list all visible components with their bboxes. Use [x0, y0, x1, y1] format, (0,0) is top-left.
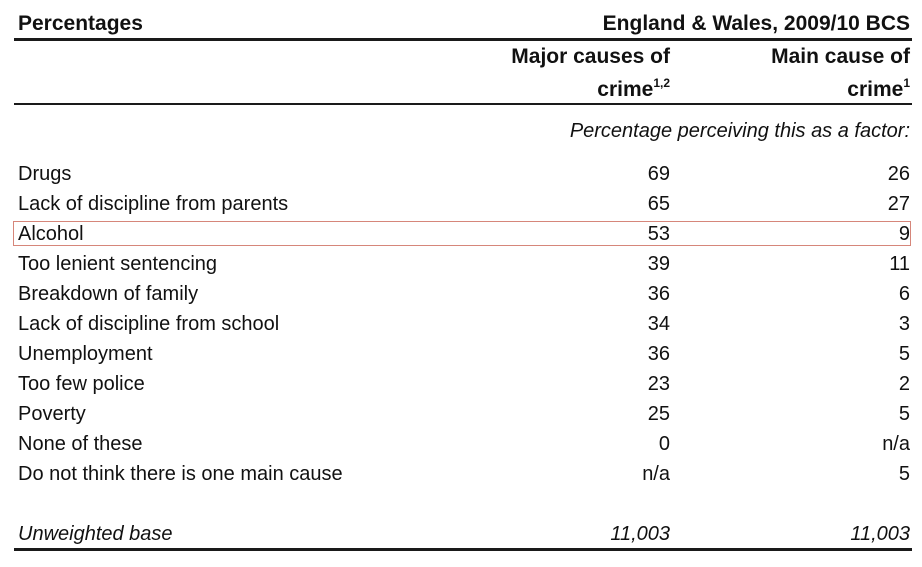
row-major-value: 23 — [647, 373, 670, 395]
row-major-value: n/a — [642, 463, 670, 485]
row-label: Do not think there is one main cause — [18, 463, 343, 485]
column-header-main-line1: Main cause of — [771, 45, 910, 68]
row-major-value: 39 — [647, 253, 670, 275]
bottom-rule — [14, 548, 912, 551]
row-label: Breakdown of family — [18, 283, 199, 305]
row-major-value: 69 — [647, 163, 670, 185]
column-header-major-line1: Major causes of — [511, 45, 670, 68]
row-major-value: 34 — [647, 313, 670, 335]
row-main-value: 27 — [887, 193, 910, 215]
highlight-box — [13, 221, 911, 246]
column-header-main-line2: crime$^1$ — [847, 76, 910, 101]
row-label: Unemployment — [18, 343, 153, 365]
row-main-value: n/a — [882, 433, 910, 455]
subheader: Percentage perceiving this as a factor: — [569, 120, 910, 142]
row-major-value: 25 — [647, 403, 670, 425]
row-main-value: 9 — [898, 223, 910, 245]
row-major-value: 53 — [647, 223, 670, 245]
row-main-value: 2 — [898, 373, 910, 395]
row-label: Poverty — [18, 403, 86, 425]
row-major-value: 36 — [647, 283, 670, 305]
footnote-marker: 1,2 — [653, 76, 670, 90]
table-title-left: Percentages — [18, 12, 143, 35]
row-label: Too few police — [18, 373, 145, 395]
row-main-value: 6 — [898, 283, 910, 305]
row-label: None of these — [18, 433, 143, 455]
row-label: Lack of discipline from parents — [18, 193, 289, 215]
footer-label: Unweighted base — [18, 523, 173, 545]
row-main-value: 11 — [889, 253, 910, 275]
row-main-value: 5 — [898, 343, 910, 365]
footnote-marker: 1 — [903, 76, 910, 90]
row-main-value: 26 — [887, 163, 910, 185]
header-rule — [14, 103, 912, 105]
row-label: Alcohol — [18, 223, 84, 245]
row-major-value: 65 — [647, 193, 670, 215]
top-rule — [14, 38, 912, 41]
column-header-major-line2: crime$^{1,2}$ — [597, 76, 670, 101]
row-main-value: 5 — [898, 403, 910, 425]
row-main-value: 5 — [898, 463, 910, 485]
row-major-value: 36 — [647, 343, 670, 365]
footer-major-value: 11,003 — [610, 523, 670, 545]
footer-main-value: 11,003 — [850, 523, 910, 545]
row-main-value: 3 — [898, 313, 910, 335]
row-label: Too lenient sentencing — [18, 253, 218, 275]
row-label: Drugs — [18, 163, 72, 185]
row-label: Lack of discipline from school — [18, 313, 280, 335]
row-major-value: 0 — [658, 433, 670, 455]
table-title-right: England & Wales, 2009/10 BCS — [602, 12, 910, 35]
